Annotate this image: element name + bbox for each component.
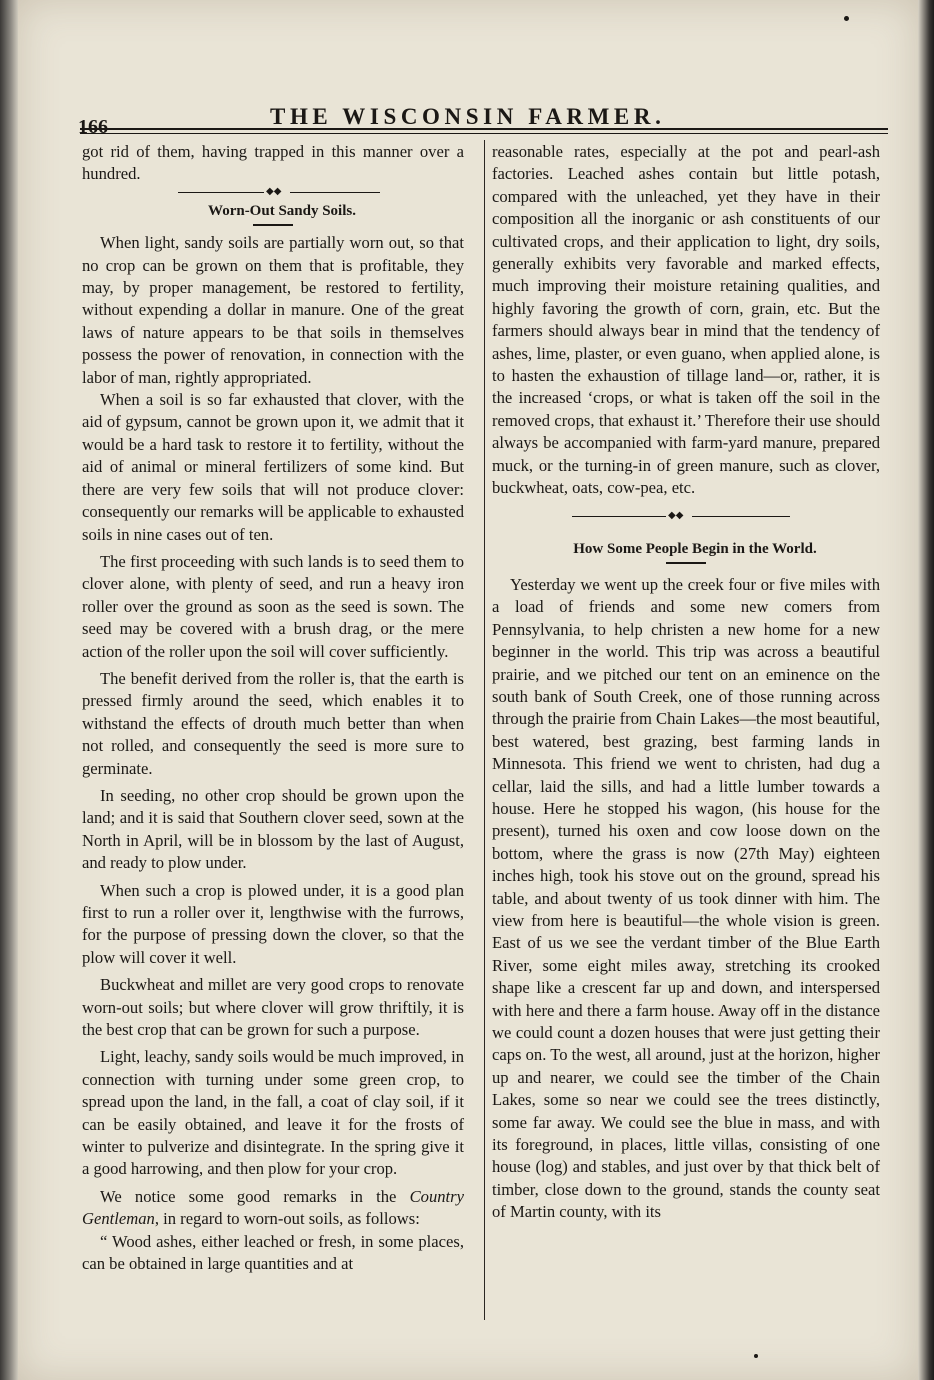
article-paragraph: Buckwheat and millet are very good crops to renovate worn-out soils; but where clover will grow thriftily, it is the best crop that can be grown for such a purpose. <box>82 975 464 1040</box>
right-page-edge <box>918 0 934 1380</box>
masthead-title: THE WISCONSIN FARMER. <box>270 104 666 129</box>
article-paragraph: The benefit derived from the roller is, that the earth is pressed firmly around the seed, which enables it to withstand the effects of drouth much better than when not rolled, and consequently the seed is more sure to germinate. <box>82 668 464 778</box>
article-paragraph: When light, sandy soils are partially worn out, so that no crop can be grown on them that is profitable, they may, by proper management, be restored to fertility, without expending a dollar in manure. One of the great laws of nature appears to be that soils in themselves possess the power of renovation, in connection with the labor of man, rightly appropriated. <box>82 233 464 387</box>
header-rule <box>80 128 888 134</box>
article-heading: Worn-Out Sandy Soils. <box>208 202 356 219</box>
heading-rule <box>666 562 706 564</box>
ornament-glyph: ◆◆ <box>266 185 282 197</box>
citation-tail: , in regard to worn-out soils, as follows: <box>154 1209 420 1229</box>
section-ornament <box>82 186 464 200</box>
citation-paragraph <box>82 1186 464 1231</box>
article-paragraph: When a soil is so far exhausted that clover, with the aid of gypsum, cannot be grown upon it, we admit that it would be a hard task to restore it to fertility, without the aid of animal or mineral fertilizers of some kind. But there are very few soils that will not produce clover: consequently our remarks will be applicable to exhausted soils in nine cases out of ten. <box>82 390 464 544</box>
article-paragraph: Yesterday we went up the creek four or five miles with a load of friends and some new comers from Pennsylvania, to help christen a new home for a new beginner in the world. This trip was across a beautiful prairie, and we pitched our tent on an eminence on the south bank of South Creek, one of those running across through the prairie from Chain Lakes—the most beautiful, best watered, best grazing, best farming lands in Minnesota. This friend we went to christen, had dug a cellar, laid the sills, and had a little lumber towards a house. Here he stopped his wagon, (his house for the present), turned his oxen and cow loose down on the bottom, where the grass is now (27th May) eighteen inches high, took his stove out on the ground, spread his table, and about twenty of us took dinner with him. The view from here is beautiful—the whole vision is green. East of us we see the verdant timber of the Blue Earth River, some eight miles away, stretching its crooked shape like a crescent far up and down, and interspersed with here and there a farm house. Away off in the distance we could count a dozen houses that were just getting their caps on. To the west, all around, just at the horizon, higher up and nearer, we could see the timber of the Chain Lakes, some so near we could see the trees distinctly, some far away. We could see the blue in mass, and with its foreground, in places, little villas, consisting of one house (log) and stables, and just over by that thick belt of timber, close down to the ground, stands the county seat of Martin county, with its <box>492 574 881 1222</box>
heading-rule <box>253 224 293 226</box>
citation-lead: We notice some good remarks in the <box>100 1186 410 1206</box>
continued-text: got rid of them, having trapped in this manner over a hundred. <box>82 142 464 184</box>
right-column <box>492 141 880 1224</box>
column-divider <box>484 140 485 1320</box>
quote-start: “ Wood ashes, either leached or fresh, in some places, can be obtained in large quantities and at <box>82 1231 464 1274</box>
section-ornament <box>492 510 880 524</box>
left-page-edge <box>0 0 18 1380</box>
left-column <box>82 141 464 1276</box>
ornament-glyph: ◆◆ <box>668 509 684 521</box>
article-heading: How Some People Begin in the World. <box>573 540 817 557</box>
quote-continued: reasonable rates, especially at the pot and pearl-ash factories. Leached ashes contain but little potash, compared with the unleached, yet they have in their composition all the inorganic or ash constituents of our cultivated crops, and their application to light, dry soils, generally exhibits very favorable and marked effects, much improving their moisture retaining qualities, and highly favoring the growth of corn, grain, etc. But the farmers should always bear in mind that the tendency of ashes, lime, plaster, or even guano, when applied alone, is to hasten the exhaustion of tillage land—or, rather, it is the increased ‘crops, or what is taken off the soil in the removed crops, that exhaust it.’ Therefore their use should always be accompanied with farm-yard manure, prepared muck, or the turning-in of green manure, such as clover, buckwheat, oats, cow-pea, etc. <box>492 142 880 498</box>
ink-speck <box>754 1354 758 1358</box>
citation-source: Country Gentleman <box>82 1186 464 1229</box>
ink-speck <box>844 16 849 21</box>
article-paragraph: In seeding, no other crop should be grown upon the land; and it is said that Southern clover seed, sown at the North in April, will be in blossom by the last of August, and ready to plow under. <box>82 785 464 873</box>
article-paragraph: Light, leachy, sandy soils would be much improved, in connection with turning under some green crop, to spread upon the land, in the fall, a coat of clay soil, if it can be easily obtained, and leave it for the frosts of winter to pulverize and disintegrate. In the spring give it a good harrowing, and then plow for your crop. <box>82 1047 464 1179</box>
page-number: 166 <box>78 116 108 138</box>
article-paragraph: When such a crop is plowed under, it is a good plan first to run a roller over it, lengthwise with the furrows, for the purpose of pressing down the clover, so that the plow will cover it well. <box>82 880 464 967</box>
article-paragraph: The first proceeding with such lands is to seed them to clover alone, with plenty of seed, and run a heavy iron roller over the ground as soon as the seed is sown. The seed may be covered with a brush drag, or the mere action of the roller upon the soil will cover sufficiently. <box>82 551 464 661</box>
